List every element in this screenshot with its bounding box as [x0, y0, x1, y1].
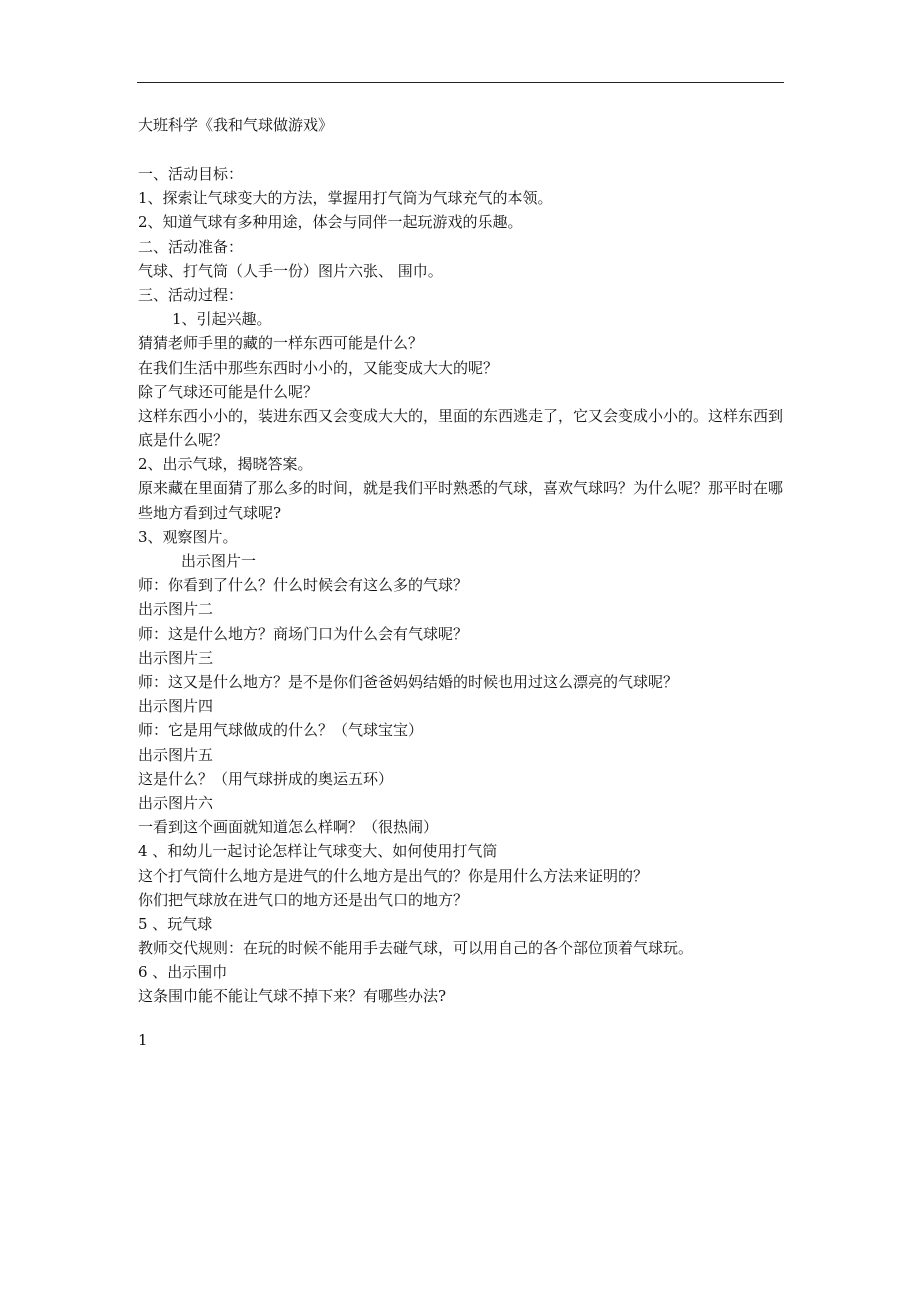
paragraph-line: 这个打气筒什么地方是进气的什么地方是出气的？你是用什么方法来证明的？: [138, 866, 649, 885]
paragraph-line: 你们把气球放在进气口的地方还是出气口的地方？: [138, 890, 469, 909]
paragraph-line: 除了气球还可能是什么呢？: [138, 382, 319, 401]
picture-label: 出示图片三: [138, 648, 214, 667]
paragraph-line: 猜猜老师手里的藏的一样东西可能是什么？: [138, 334, 424, 353]
dialogue-line: 一看到这个画面就知道怎么样啊？（很热闹）: [138, 818, 439, 837]
dialogue-line: 师：这又是什么地方？是不是你们爸爸妈妈结婚的时候也用过这么漂亮的气球呢？: [138, 673, 679, 691]
document-title: 大班科学《我和气球做游戏》: [138, 116, 334, 134]
goal-item-2: 2、知道气球有多种用途，体会与同伴一起玩游戏的乐趣。: [138, 213, 523, 232]
document-body: [138, 162, 786, 1009]
process-step-1: 1、引起兴趣。: [172, 310, 272, 329]
picture-label: 出示图片一: [181, 552, 257, 571]
paragraph-line: 原来藏在里面猜了那么多的时间，就是我们平时熟悉的气球，喜欢气球吗？为什么呢？那平时在哪些地方看到过气球呢?: [138, 479, 784, 522]
process-step-5: 5 、玩气球: [138, 914, 213, 933]
paragraph-line: 这样东西小小的，装进东西又会变成大大的，里面的东西逃走了，它又会变成小小的。这样东西到底是什么呢？: [138, 406, 784, 450]
process-step-4: 4 、和幼儿一起讨论怎样让气球变大、如何使用打气筒: [138, 842, 498, 861]
dialogue-line: 这是什么？（用气球拼成的奥运五环）: [138, 769, 394, 788]
section-heading-process: 三、活动过程：: [138, 285, 244, 304]
header-rule: [137, 82, 784, 83]
process-step-3: 3、观察图片。: [138, 527, 238, 546]
paragraph-line: 在我们生活中那些东西时小小的，又能变成大大的呢？: [138, 358, 499, 377]
preparation-text: 气球、打气筒（人手一份）图片六张、 围巾。: [138, 261, 443, 280]
dialogue-line: 师：它是用气球做成的什么？（气球宝宝）: [138, 721, 424, 740]
dialogue-line: 师：你看到了什么？什么时候会有这么多的气球？: [138, 576, 469, 595]
picture-label: 出示图片二: [138, 600, 214, 619]
goal-item-1: 1、探索让气球变大的方法，掌握用打气筒为气球充气的本领。: [138, 189, 553, 208]
section-heading-preparation: 二、活动准备：: [138, 237, 244, 256]
picture-label: 出示图片五: [138, 745, 214, 764]
section-heading-goals: 一、活动目标：: [138, 165, 244, 183]
process-step-2: 2、出示气球，揭晓答案。: [138, 455, 313, 474]
picture-label: 出示图片四: [138, 697, 214, 716]
dialogue-line: 师：这是什么地方？商场门口为什么会有气球呢？: [138, 624, 469, 643]
page-number: 1: [138, 1031, 148, 1049]
paragraph-line: 教师交代规则：在玩的时候不能用手去碰气球，可以用自己的各个部位顶着气球玩。: [138, 939, 694, 958]
paragraph-line: 这条围巾能不能让气球不掉下来？有哪些办法?: [138, 987, 447, 1006]
process-step-6: 6 、出示围巾: [138, 963, 228, 982]
picture-label: 出示图片六: [138, 793, 214, 812]
